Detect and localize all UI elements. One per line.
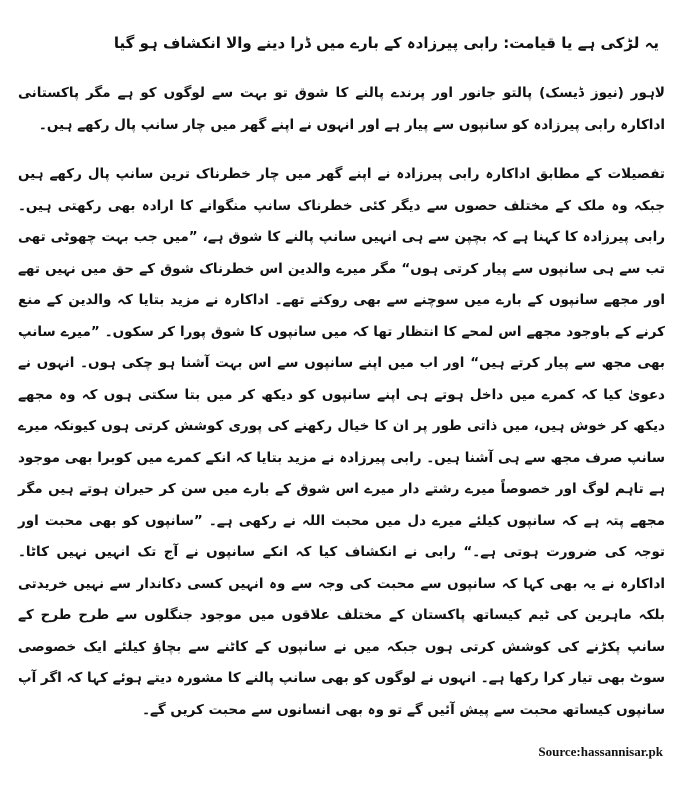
article-title: یہ لڑکی ہے یا قیامت: رابی پیرزادہ کے بارے میں ڈرا دینے والا انکشاف ہو گیا [113,34,659,52]
article-body-paragraph: تفصیلات کے مطابق اداکارہ رابی پیرزادہ نے اپنے گھر میں چار خطرناک ترین سانپ پال رکھے ہیں جبکہ وہ ملک کے مختلف حصوں سے دیگر کئی خطرناک سانپ منگوانے کا ارادہ بھی رکھتی ہیں۔ رابی پیرزادہ کا کہنا ہے کہ بچپن سے ہی انہیں سانپ پالنے کا شوق ہے، ”میں جب بہت چھوٹی تھی تب سے ہی سانپوں سے پیار کرتی ہوں“ مگر میرے والدین اس خطرناک شوق کے حق میں نہیں تھے اور مجھے سانپوں کے بارے میں سوچنے سے بھی روکتے تھے۔ اداکارہ نے مزید بتایا کہ والدین کے منع کرنے کے باوجود مجھے اس لمحے کا انتظار تھا کہ میں سانپوں کا شوق پورا کر سکوں۔ ”میرے سانپ بھی مجھ سے پیار کرتے ہیں“ اور اب میں اپنے سانپوں سے اس بہت آشنا ہو چکی ہوں۔ انہوں نے دعویٰ کیا کہ کمرے میں داخل ہوتے ہی اپنے سانپوں کو دیکھ کر میں بتا سکتی ہوں کہ وہ مجھے دیکھ کر خوش ہیں، میں ذاتی طور پر ان کا خیال رکھنے کی پوری کوشش کرتی ہوں کیونکہ میرے سانپ صرف مجھ سے ہی آشنا ہیں۔ رابی پیرزادہ نے مزید بتایا کہ انکے کمرے میں کوبرا بھی موجود ہے تاہم لوگ اور خصوصاً میرے رشتے دار میرے اس شوق کے بارے میں سن کر حیران ہوتے ہیں مگر مجھے پتہ ہے کہ سانپوں کیلئے میرے دل میں محبت اللہ نے رکھی ہے۔ ”سانپوں کو بھی محبت اور توجہ کی ضرورت ہوتی ہے۔“ رابی نے انکشاف کیا کہ انکے سانپوں نے آج تک انہیں نہیں کاٹا۔ اداکارہ نے یہ بھی کہا کہ سانپوں سے محبت کی وجہ سے وہ انہیں کسی دکاندار سے نہیں خریدتی بلکہ ماہرین کی ٹیم کیساتھ پاکستان کے مختلف علاقوں میں موجود جنگلوں سے طرح طرح کے سانپ پکڑنے کی کوشش کرتی ہوں جبکہ میں نے سانپوں کے کاٹنے سے بچاؤ کیلئے ایک خصوصی سوٹ بھی تیار کرا رکھا ہے۔ انہوں نے لوگوں کو بھی سانپ پالنے کا مشورہ دیتے ہوئے کہا کہ اگر آپ سانپوں کیساتھ محبت سے پیش آئیں گے تو وہ بھی انسانوں سے محبت کریں گے۔ [18,166,665,718]
article-intro-paragraph: لاہور (نیوز ڈیسک) پالتو جانور اور پرندے پالنے کا شوق تو بہت سے لوگوں کو ہے مگر پاکستانی اداکارہ رابی پیرزادہ کو سانپوں سے پیار ہے اور انہوں نے اپنے گھر میں چار سانپ پال رکھے ہیں۔ [18,85,665,133]
source-credit: Source:hassannisar.pk [538,744,663,759]
